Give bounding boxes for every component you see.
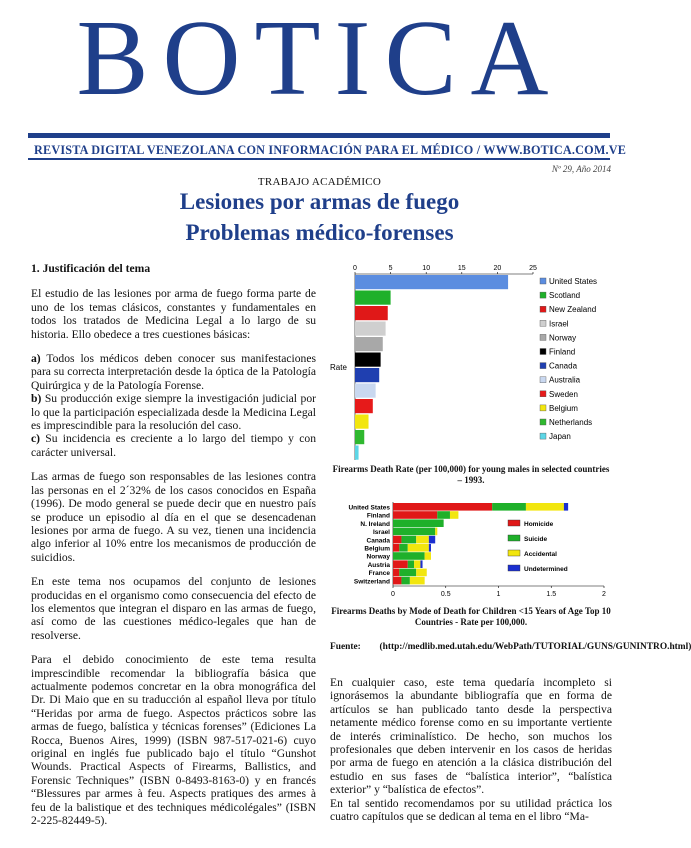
legend-label: Japan xyxy=(549,432,571,442)
x-tick-label: 2 xyxy=(602,591,606,598)
bar-segment xyxy=(450,511,458,519)
legend-label: Belgium xyxy=(549,403,578,413)
bar-segment xyxy=(408,544,429,552)
bar xyxy=(355,322,386,336)
category-label: Canada xyxy=(366,537,390,545)
legend-label: Netherlands xyxy=(549,418,593,427)
bar-segment xyxy=(393,544,399,552)
x-tick-label: 5 xyxy=(388,265,393,272)
legend-swatch xyxy=(508,535,520,541)
x-tick-label: 10 xyxy=(422,265,431,272)
bar xyxy=(355,430,364,444)
bar-segment xyxy=(401,536,416,544)
article-kicker: TRABAJO ACADÉMICO xyxy=(257,176,382,188)
x-tick-label: 25 xyxy=(529,265,537,272)
category-label: Norway xyxy=(366,553,390,561)
legend-swatch xyxy=(540,405,546,411)
bar-segment xyxy=(416,569,427,577)
bar-segment xyxy=(429,536,435,544)
bar xyxy=(355,384,376,398)
bar-segment xyxy=(393,536,401,544)
bar-segment xyxy=(435,528,437,536)
x-tick-label: 20 xyxy=(493,265,502,272)
category-label: N. Ireland xyxy=(360,520,390,528)
bar xyxy=(355,446,359,460)
paragraph: En tal sentido recomendamos por su utilidad práctica los cuatro capítulos que se dedican al tema en el libro “Ma- xyxy=(330,796,612,824)
chart1-caption: Firearms Death Rate (per 100,000) for young males in selected countries – 1993. xyxy=(332,464,610,485)
bar xyxy=(355,275,508,289)
legend-swatch xyxy=(540,349,546,355)
paragraph: En este tema nos ocupamos del conjunto de lesiones producidas en el organismo como consecuencia del efecto de los elementos que integran el disparo en las armas de fuego, así como de las cuestiones médico-legales que han de resolverse. xyxy=(31,575,316,642)
legend-swatch xyxy=(508,520,520,526)
legend-label: Finland xyxy=(549,347,576,357)
right-column xyxy=(330,676,612,834)
bar xyxy=(355,291,391,305)
bar-segment xyxy=(410,577,425,585)
bar-segment xyxy=(393,511,437,519)
bar-segment xyxy=(393,569,399,577)
bar-segment xyxy=(393,519,444,527)
category-label: Belgium xyxy=(364,545,390,553)
bar xyxy=(355,399,373,413)
legend-swatch xyxy=(540,306,546,312)
bar-segment xyxy=(393,528,435,536)
legend-label: Scotland xyxy=(549,291,581,301)
list-item-a: a) Todos los médicos deben conocer sus manifestaciones para su correcta interpretación desde la óptica de la Patología Quirúrgica y de la Patología Forense. xyxy=(31,352,316,392)
legend-swatch xyxy=(540,278,546,284)
x-tick-label: 0.5 xyxy=(440,591,451,598)
legend-label: Australia xyxy=(549,375,581,385)
section-heading: 1. Justificación del tema xyxy=(31,262,151,275)
legend-swatch xyxy=(540,320,546,326)
x-tick-label: 0 xyxy=(353,265,357,272)
article-title: Lesiones por armas de fuego xyxy=(179,189,460,214)
category-label: Switzerland xyxy=(353,578,390,586)
bar-segment xyxy=(492,503,526,511)
legend-label: Undetermined xyxy=(524,566,568,573)
legend-swatch xyxy=(540,391,546,397)
death-rate-chart xyxy=(328,262,612,462)
chart2-caption: Firearms Deaths by Mode of Death for Children <15 Years of Age Top 10 Countries - Rate per 100,000. xyxy=(331,606,611,627)
category-label: United States xyxy=(348,504,390,512)
masthead-logo: BOTICA xyxy=(76,0,563,118)
masthead-rule xyxy=(28,133,610,138)
legend-label: Israel xyxy=(549,319,569,329)
legend-label: Canada xyxy=(549,361,578,371)
bar-segment xyxy=(420,560,422,568)
bar-segment xyxy=(414,560,420,568)
paragraph: Las armas de fuego son responsables de las lesiones contra las personas en el 2´32% de los casos conocidos en España (1996). De modo general se puede decir que en nuestro país se produce un episodio al día en el que se desencadenan lesiones por arma de fuego. A su vez, tienen una incidencia algo inferior al 10% entre los mecanismos de producción de suicidios. xyxy=(31,470,316,564)
paragraph: En cualquier caso, este tema quedaría incompleto si ignorásemos la abundante bibliografía que en forma de artículos se han publicado tanto desde la perspectiva netamente médico forense como en su importante vertiente de interés criminalístico. De hecho, son muchos los profesionales que deben intervenir en los casos de heridas por arma de fuego en atención a la clásica distribución del estudio en sus fases de “balística interior”, “balística exterior” y “balística de efectos”. xyxy=(330,676,612,797)
list-item-c: c) Su incidencia es creciente a lo largo del tiempo y con carácter universal. xyxy=(31,432,316,459)
paragraph: Para el debido conocimiento de este tema resulta imprescindible recomendar la bibliografía básica que actualmente podemos concretar en la obra monográfica del Dr. Di Maio que en su traducción al español lleva por título “Heridas por arma de fuego. Aspectos prácticos sobre las armas de fuego, balística y técnicas forenses” (Ediciones La Rocca, Buenos Aires, 1999) (ISBN 987-517-021-6) cuyo original en inglés fue publicado bajo el título “Gunshot Wounds. Practical Aspects of Firearms, Ballistics, and Forensic Techniques” (ISBN 0-8493-8163-0) y en francés “Blessures par armes à feu. Aspects pratiques des armes à feu de la balistique et des techniques médicolégales” (ISBN 2-225-82449-5). xyxy=(31,653,316,828)
legend-swatch xyxy=(508,550,520,556)
bar-segment xyxy=(399,544,407,552)
issue-number: Nº 29, Año 2014 xyxy=(551,164,611,174)
legend-swatch xyxy=(540,334,546,340)
bar-segment xyxy=(393,577,401,585)
article-subtitle: Problemas médico-forenses xyxy=(185,220,454,245)
bar xyxy=(355,368,379,382)
figure-source: Fuente: (http://medlib.med.utah.edu/WebPath/TUTORIAL/GUNS/GUNINTRO.html) xyxy=(330,642,691,652)
legend-swatch xyxy=(540,292,546,298)
bar-segment xyxy=(393,552,425,560)
bar xyxy=(355,337,383,351)
legend-swatch xyxy=(540,419,546,425)
legend-swatch xyxy=(540,377,546,383)
bar xyxy=(355,415,369,429)
bar-segment xyxy=(564,503,568,511)
bar-segment xyxy=(401,577,409,585)
legend-label: New Zealand xyxy=(549,305,597,315)
x-tick-label: 1.5 xyxy=(546,591,557,598)
legend-label: Accidental xyxy=(524,551,557,558)
legend-swatch xyxy=(508,565,520,571)
mode-of-death-chart xyxy=(328,500,612,602)
bar-segment xyxy=(408,560,414,568)
x-tick-label: 0 xyxy=(391,591,395,598)
legend-swatch xyxy=(540,433,546,439)
bar xyxy=(355,353,381,367)
bar-segment xyxy=(393,503,492,511)
bar-segment xyxy=(399,569,416,577)
legend-label: Homicide xyxy=(524,521,554,528)
left-column xyxy=(31,262,316,838)
legend-swatch xyxy=(540,363,546,369)
bar-segment xyxy=(429,544,431,552)
bar-segment xyxy=(425,552,431,560)
bar xyxy=(355,306,388,320)
bar-segment xyxy=(393,560,408,568)
legend-label: Suicide xyxy=(524,536,548,543)
bar-segment xyxy=(437,511,450,519)
masthead-subtitle: REVISTA DIGITAL VENEZOLANA CON INFORMACIÓN PARA EL MÉDICO / WWW.BOTICA.COM.VE xyxy=(34,143,627,157)
subtitle-rule xyxy=(28,158,610,160)
y-axis-label: Rate xyxy=(330,363,347,372)
legend-label: United States xyxy=(549,277,598,286)
category-label: France xyxy=(368,570,390,578)
legend-label: Sweden xyxy=(549,389,578,399)
category-label: Israel xyxy=(373,529,390,537)
bar-segment xyxy=(416,536,429,544)
x-tick-label: 1 xyxy=(496,591,501,598)
x-tick-label: 15 xyxy=(457,265,466,272)
paragraph: El estudio de las lesiones por arma de fuego forma parte de uno de los temas clásicos, constantes y fundamentales en todos los tratados de Medicina Legal a lo largo de su historia. Ello obedece a tres cuestiones básicas: xyxy=(31,287,316,341)
bar-segment xyxy=(526,503,564,511)
category-label: Austria xyxy=(367,561,390,569)
list-item-b: b) Su producción exige siempre la investigación judicial por lo que la participación especializada desde la Medicina Legal es imprescindible para la resolución del caso. xyxy=(31,392,316,433)
legend-label: Norway xyxy=(549,333,577,343)
category-label: Finland xyxy=(366,512,390,520)
